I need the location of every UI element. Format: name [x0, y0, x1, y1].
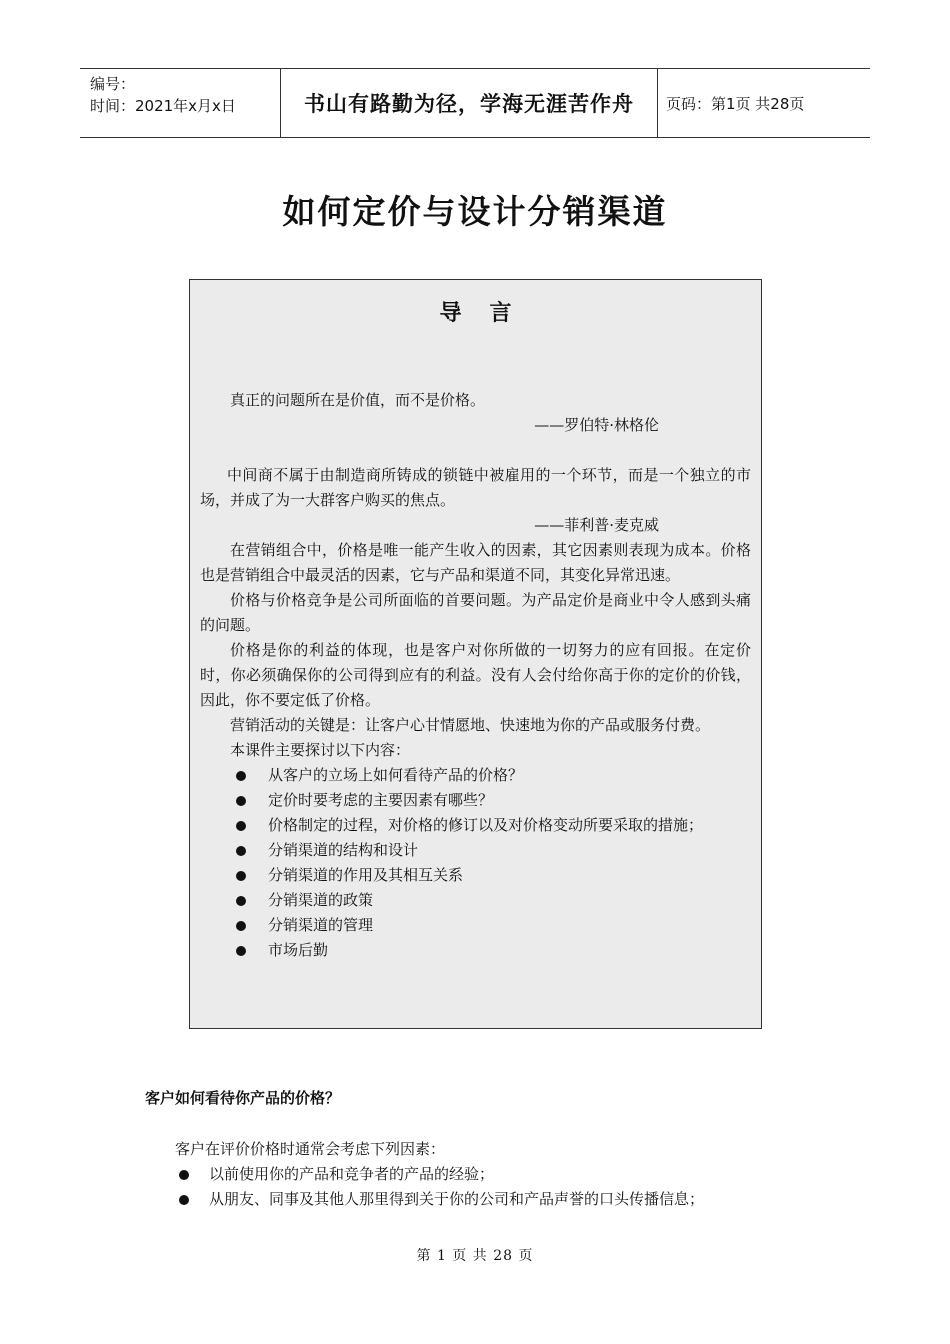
header-motto: 书山有路勤为径，学海无涯苦作舟: [280, 69, 658, 137]
section-lead: 客户在评价价格时通常会考虑下列因素：: [175, 1140, 446, 1158]
intro-heading: 导言: [439, 300, 540, 326]
list-item: 以前使用你的产品和竞争者的产品的经验；: [145, 1162, 805, 1187]
page-header: [80, 68, 870, 138]
section-heading: 客户如何看待你产品的价格？: [145, 1089, 341, 1107]
intro-paragraph: 价格与价格竞争是公司所面临的首要问题。为产品定价是商业中令人感到头痛的问题。: [200, 591, 751, 634]
bullet-icon: [236, 771, 246, 781]
quote-1: 真正的问题所在是价值，而不是价格。: [230, 391, 486, 409]
bullet-icon: [236, 796, 246, 806]
topic-list: [200, 763, 751, 963]
bullet-icon: [236, 821, 246, 831]
page-footer: 第 1 页 共 28 页: [416, 1248, 534, 1264]
bullet-icon: [236, 871, 246, 881]
bullet-icon: [236, 846, 246, 856]
list-item: 分销渠道的管理: [200, 913, 751, 938]
header-page-info: 页码：第1页 共28页: [666, 94, 805, 113]
list-item: 定价时要考虑的主要因素有哪些？: [200, 788, 751, 813]
quote-2: 中间商不属于由制造商所铸成的锁链中被雇用的一个环节，而是一个独立的市场，并成了为一大群客户购买的焦点。: [200, 466, 751, 509]
list-item: 分销渠道的作用及其相互关系: [200, 863, 751, 888]
bullet-icon: [236, 921, 246, 931]
intro-paragraph: 本课件主要探讨以下内容：: [230, 741, 411, 759]
number-label: 编号：: [90, 75, 136, 93]
bullet-icon: [236, 896, 246, 906]
header-meta: [80, 69, 280, 137]
section-body: [145, 1137, 805, 1212]
bullet-icon: [179, 1170, 189, 1180]
list-item: 从客户的立场上如何看待产品的价格？: [200, 763, 751, 788]
document-title: 如何定价与设计分销渠道: [282, 192, 668, 231]
factor-list: [145, 1162, 805, 1212]
list-item: 分销渠道的结构和设计: [200, 838, 751, 863]
quote-2-author: ——菲利普·麦克威: [534, 516, 659, 534]
list-item: 市场后勤: [200, 938, 751, 963]
list-item: 价格制定的过程，对价格的修订以及对价格变动所要采取的措施；: [200, 813, 751, 838]
quote-1-author: ——罗伯特·林格伦: [534, 416, 659, 434]
list-item: 分销渠道的政策: [200, 888, 751, 913]
time-label: 时间：2021年x月x日: [90, 97, 236, 115]
intro-paragraph: 营销活动的关键是：让客户心甘情愿地、快速地为你的产品或服务付费。: [230, 716, 711, 734]
bullet-icon: [179, 1195, 189, 1205]
intro-box: [189, 279, 762, 1029]
list-item: 从朋友、同事及其他人那里得到关于你的公司和产品声誉的口头传播信息；: [145, 1187, 805, 1212]
bullet-icon: [236, 946, 246, 956]
intro-paragraph: 价格是你的利益的体现，也是客户对你所做的一切努力的应有回报。在定价时，你必须确保你的公司得到应有的利益。没有人会付给你高于你的定价的价钱，因此，你不要定低了价格。: [200, 641, 751, 709]
intro-paragraph: 在营销组合中，价格是唯一能产生收入的因素，其它因素则表现为成本。价格也是营销组合中最灵活的因素，它与产品和渠道不同，其变化异常迅速。: [200, 541, 751, 584]
